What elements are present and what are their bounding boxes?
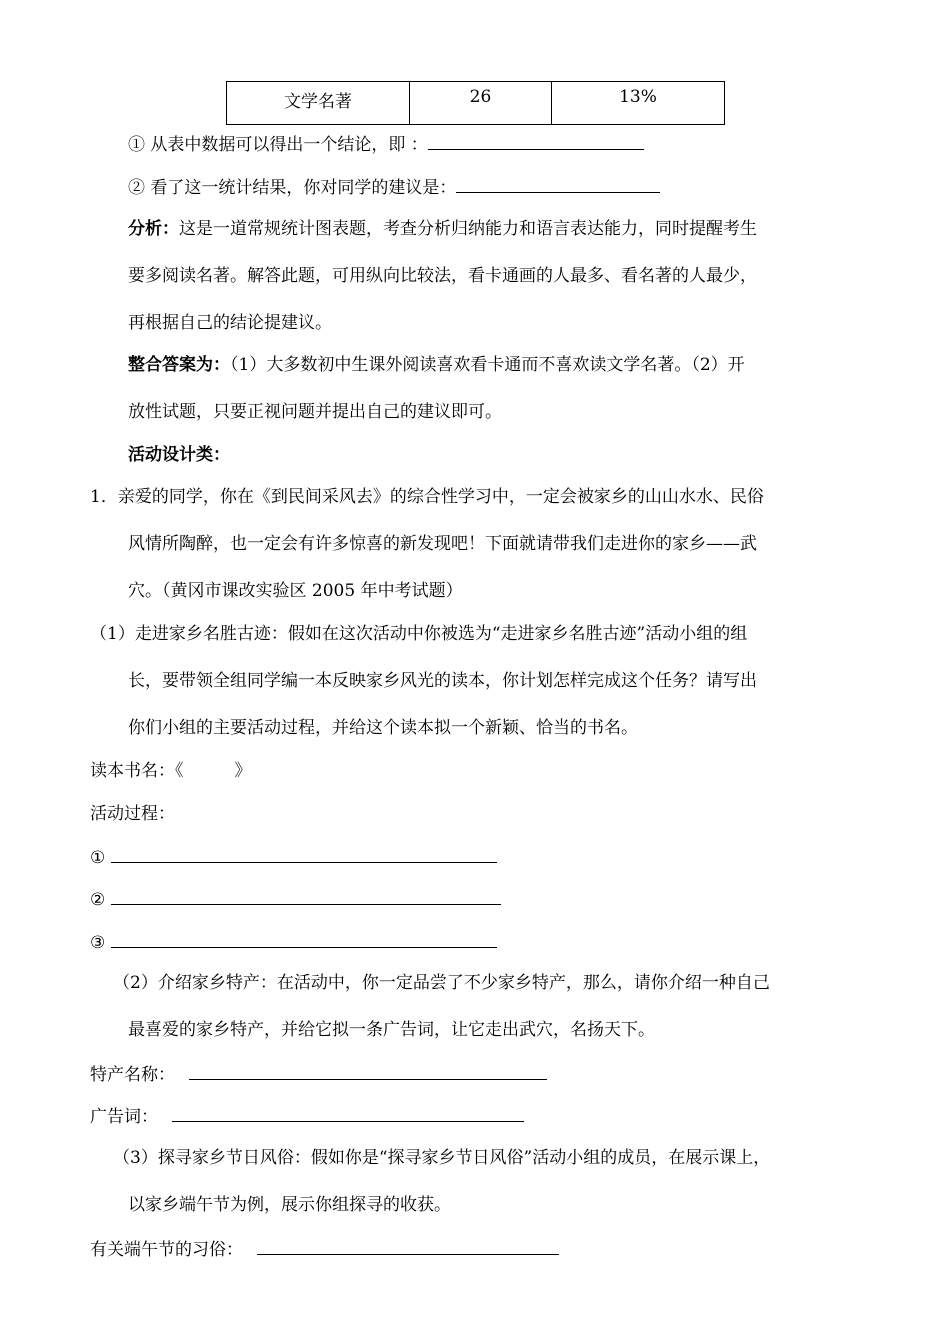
cell-percent: 13% bbox=[552, 82, 725, 125]
custom-blank[interactable] bbox=[257, 1236, 559, 1255]
table-row bbox=[227, 82, 725, 125]
sub1-line-3: 你们小组的主要活动过程，并给这个读本拟一个新颖、恰当的书名。 bbox=[128, 718, 638, 738]
question-1 bbox=[128, 131, 644, 157]
sub3-line-1: （3）探寻家乡节日风俗：假如你是“探寻家乡节日风俗”活动小组的成员，在展示课上， bbox=[113, 1148, 771, 1168]
ad-line bbox=[90, 1103, 524, 1129]
sub2-line-2: 最喜爱的家乡特产，并给它拟一条广告词，让它走出武穴，名扬天下。 bbox=[128, 1020, 655, 1040]
step-1 bbox=[90, 844, 497, 870]
specialty-label: 特产名称： bbox=[90, 1065, 175, 1085]
analysis-line-3: 再根据自己的结论提建议。 bbox=[128, 313, 332, 333]
question-1-text: ① 从表中数据可以得出一个结论，即 ： bbox=[128, 135, 428, 155]
analysis-label: 分析： bbox=[128, 219, 179, 239]
process-label: 活动过程： bbox=[90, 804, 175, 824]
sub1-line-2: 长，要带领全组同学编一本反映家乡风光的读本，你计划怎样完成这个任务？请写出 bbox=[128, 671, 757, 691]
analysis-line-2: 要多阅读名著。解答此题，可用纵向比较法，看卡通画的人最多、看名著的人最少， bbox=[128, 266, 757, 286]
step-3 bbox=[90, 929, 497, 955]
cell-category: 文学名著 bbox=[227, 82, 410, 125]
analysis-line-1 bbox=[128, 217, 757, 241]
item1-line-2: 风情所陶醉，也一定会有许多惊喜的新发现吧！下面就请带我们走进你的家乡——武 bbox=[128, 534, 757, 554]
book-name-line: 读本书名：《 》 bbox=[90, 761, 252, 781]
step-3-blank[interactable] bbox=[111, 929, 497, 948]
answer-line-2: 放性试题，只要正视问题并提出自己的建议即可。 bbox=[128, 402, 502, 422]
ad-label: 广告词： bbox=[90, 1107, 158, 1127]
sub3-line-2: 以家乡端午节为例，展示你组探寻的收获。 bbox=[128, 1195, 451, 1215]
step-2-marker: ② bbox=[90, 890, 106, 910]
item1-line-1: 1．亲爱的同学，你在《到民间采风去》的综合性学习中，一定会被家乡的山山水水、民俗 bbox=[90, 487, 764, 507]
step-3-marker: ③ bbox=[90, 933, 106, 953]
step-2 bbox=[90, 886, 501, 912]
sub2-line-1: （2）介绍家乡特产：在活动中，你一定品尝了不少家乡特产，那么，请你介绍一种自己 bbox=[113, 973, 770, 993]
cell-count: 26 bbox=[410, 82, 552, 125]
specialty-blank[interactable] bbox=[189, 1061, 547, 1080]
answer-blank-2[interactable] bbox=[456, 174, 660, 193]
specialty-line bbox=[90, 1061, 547, 1087]
question-2 bbox=[128, 174, 660, 200]
answer-label: 整合答案为： bbox=[128, 355, 230, 375]
answer-blank-1[interactable] bbox=[428, 131, 644, 150]
custom-label: 有关端午节的习俗： bbox=[90, 1240, 243, 1260]
section-title: 活动设计类： bbox=[128, 445, 230, 465]
step-2-blank[interactable] bbox=[111, 886, 501, 905]
ad-blank[interactable] bbox=[172, 1103, 524, 1122]
step-1-marker: ① bbox=[90, 848, 106, 868]
item1-line-3: 穴。（黄冈市课改实验区 2005 年中考试题） bbox=[128, 581, 463, 601]
question-2-text: ② 看了这一统计结果，你对同学的建议是： bbox=[128, 178, 457, 198]
answer-line-1 bbox=[128, 353, 745, 377]
custom-line bbox=[90, 1236, 559, 1262]
step-1-blank[interactable] bbox=[111, 844, 497, 863]
analysis-text-1: 这是一道常规统计图表题，考查分析归纳能力和语言表达能力，同时提醒考生 bbox=[179, 219, 757, 239]
sub1-line-1: （1）走进家乡名胜古迹：假如在这次活动中你被选为“走进家乡名胜古迹”活动小组的组 bbox=[90, 624, 748, 644]
answer-text-1: （1）大多数初中生课外阅读喜欢看卡通而不喜欢读文学名著。（2）开 bbox=[230, 355, 745, 375]
stats-table bbox=[226, 81, 725, 125]
